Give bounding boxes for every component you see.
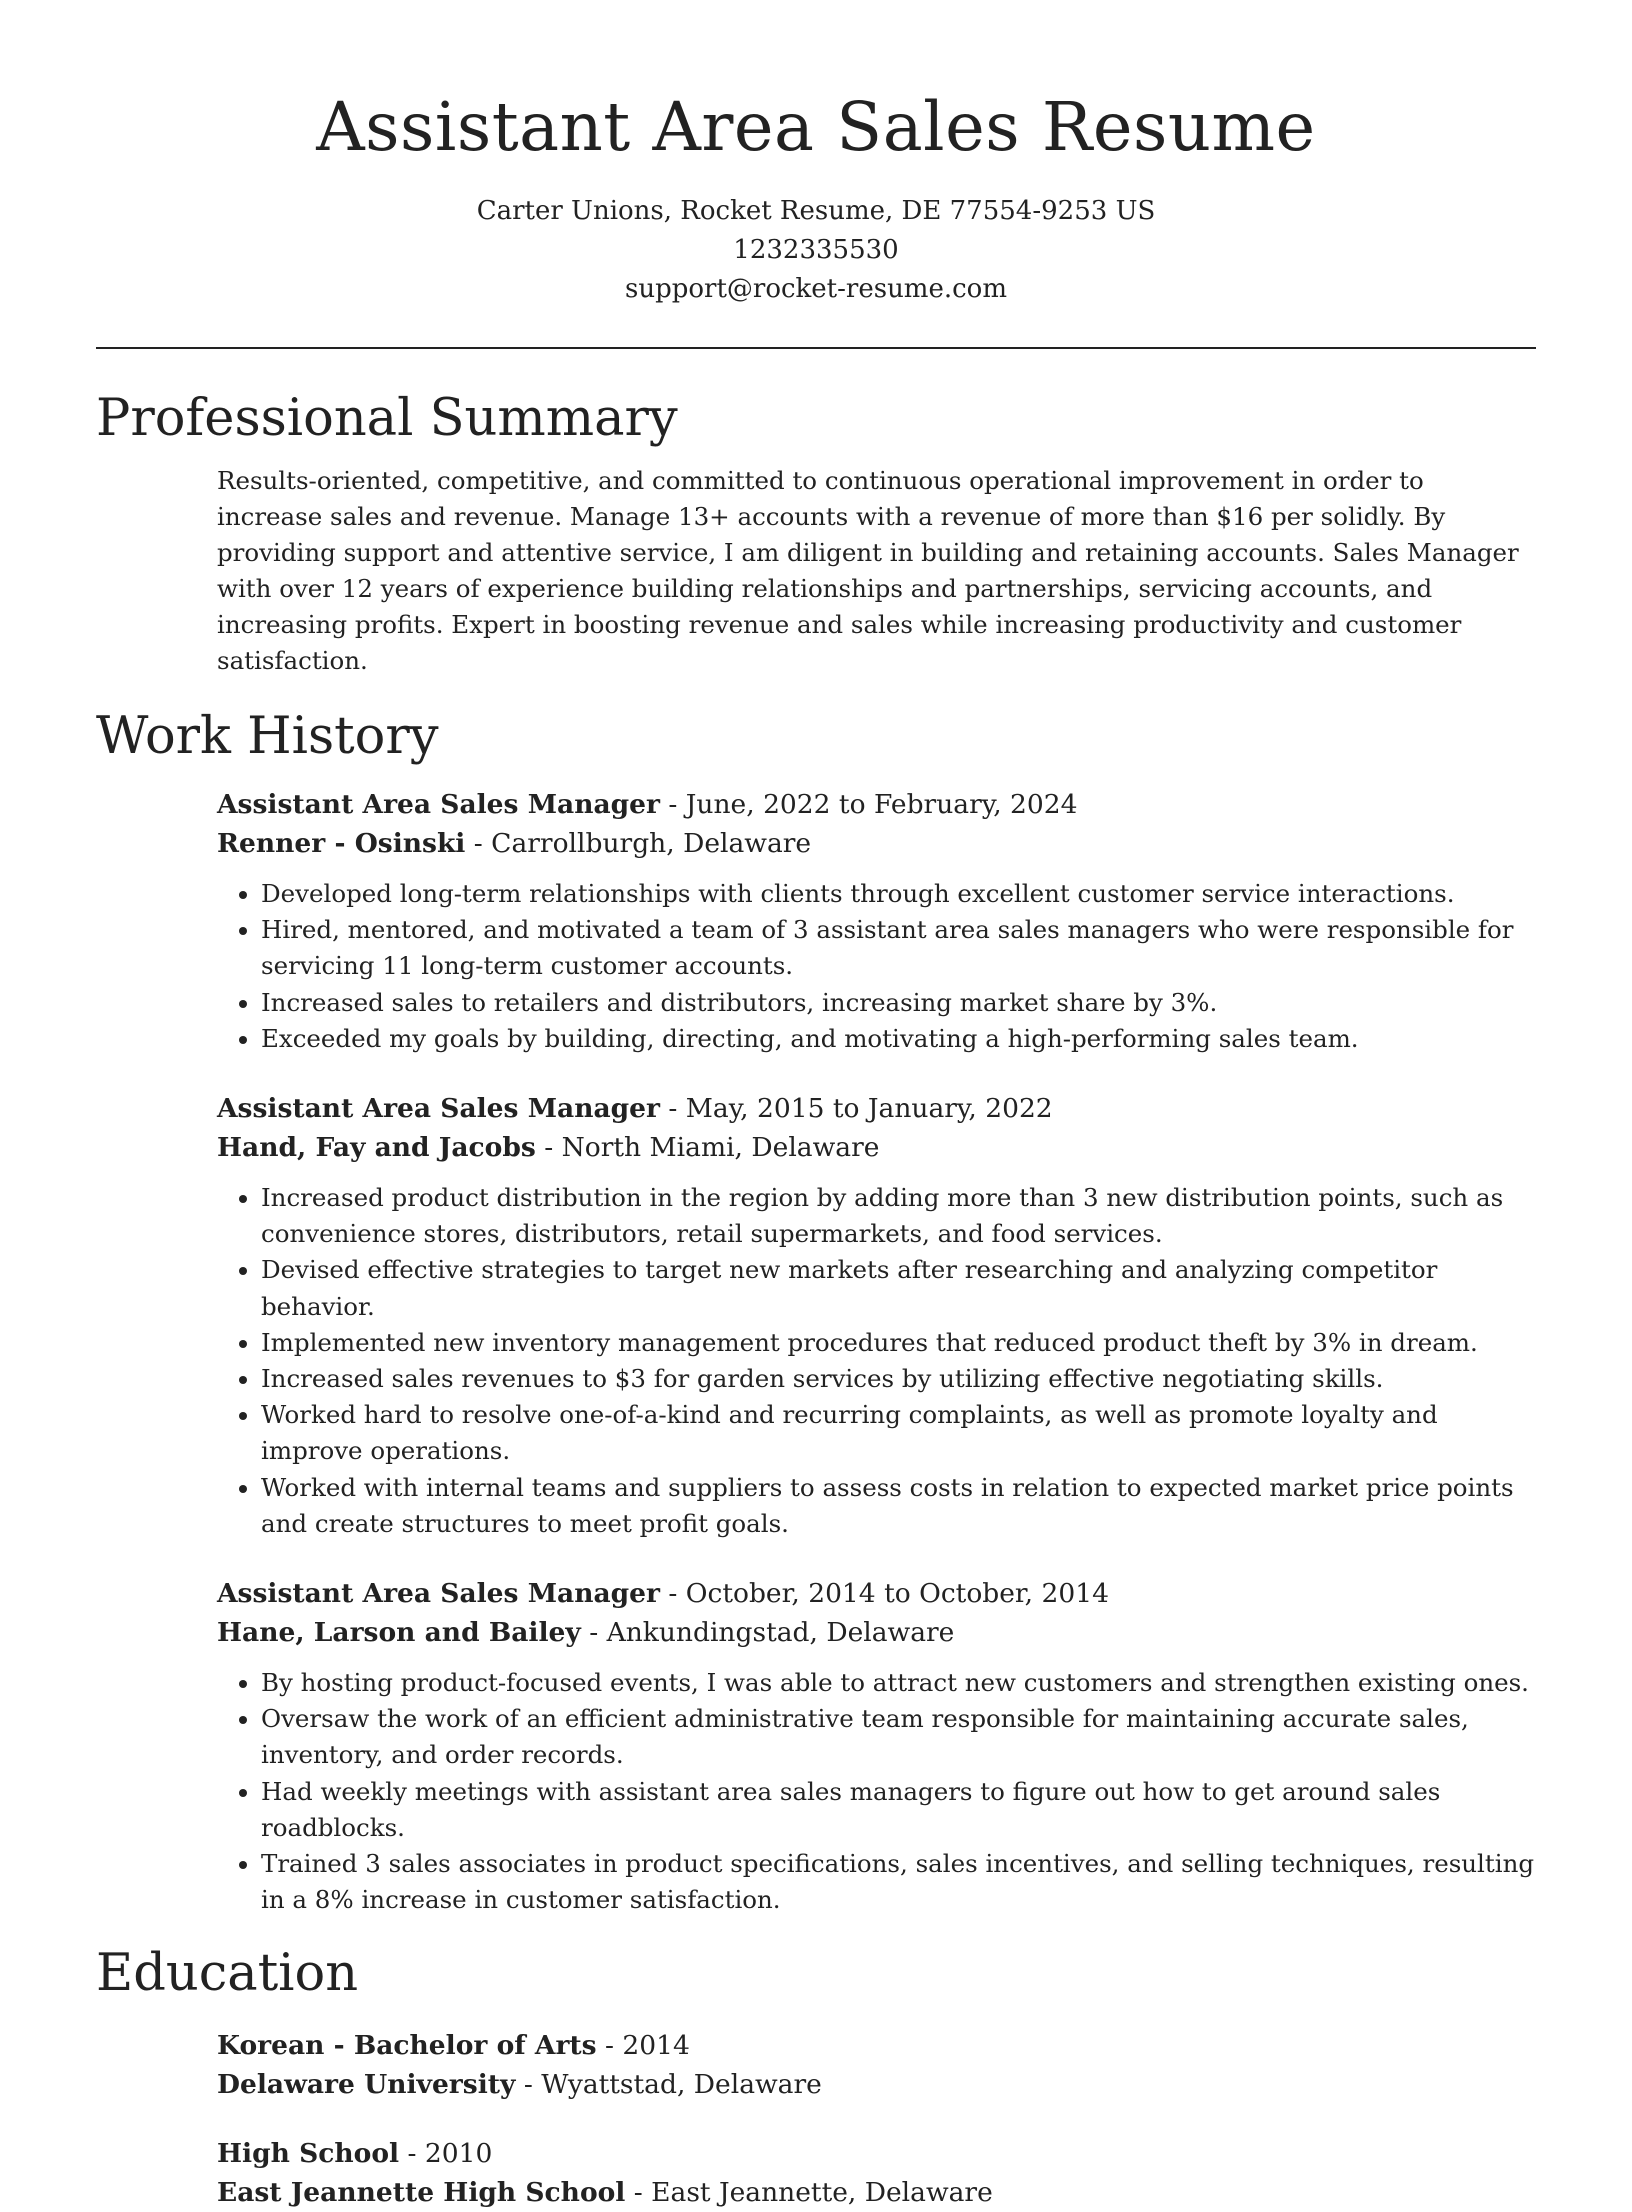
job-bullet: • By hosting product-focused events, I was able to attract new customers and strengthen existing ones. — [261, 1665, 1536, 1701]
job-dates: - May, 2015 to January, 2022 — [659, 1093, 1053, 1125]
job-company: Hand, Fay and Jacobs — [217, 1132, 536, 1164]
work-history-list — [96, 785, 1536, 1918]
job-bullet: • Hired, mentored, and motivated a team of 3 assistant area sales managers who were responsible for servicing 11 long-term customer accounts. — [261, 912, 1536, 984]
job-company-line — [217, 824, 1536, 863]
contact-email: support@rocket-resume.com — [624, 274, 1007, 304]
education-year: - 2014 — [596, 2030, 690, 2062]
education-entry — [217, 2134, 1536, 2212]
job-bullet: • Devised effective strategies to target new markets after researching and analyzing competitor behavior. — [261, 1252, 1536, 1324]
contact-phone: 1232335530 — [733, 235, 899, 265]
contact-block — [96, 192, 1536, 309]
job-company-line — [217, 1128, 1536, 1167]
summary-heading: Professional Summary — [96, 389, 678, 448]
job-role-line — [217, 785, 1536, 824]
job-bullet: • Increased product distribution in the region by adding more than 3 new distribution points, such as convenience stores, distributors, retail supermarkets, and food services. — [261, 1180, 1536, 1252]
job-bullet: • Worked with internal teams and suppliers to assess costs in relation to expected market price points and create structures to meet profit goals. — [261, 1470, 1536, 1542]
job-location: - Ankundingstad, Delaware — [580, 1617, 955, 1649]
education-school-line — [217, 2065, 1536, 2104]
work-history-heading: Work History — [96, 707, 439, 766]
education-year: - 2010 — [399, 2138, 493, 2170]
job-bullet: • Developed long-term relationships with clients through excellent customer service interactions. — [261, 876, 1536, 912]
job-location: - Carrollburgh, Delaware — [465, 828, 812, 859]
summary-paragraph: Results-oriented, competitive, and committed to continuous operational improvement in order to increase sales and revenue. Manage 13+ accounts with a revenue of more than $16 per solidly. By providing support and attentive service, I am diligent in building and retaining accounts. Sales Manager with over 12 years of experience building relationships and partnerships, servicing accounts, and increasing profits. Expert in boosting revenue and sales while increasing productivity and customer satisfaction. — [217, 466, 1519, 675]
education-degree: High School — [217, 2138, 400, 2170]
education-degree-line — [217, 2026, 1536, 2065]
job-role: Assistant Area Sales Manager — [217, 789, 660, 820]
resume-title: Assistant Area Sales Resume — [316, 88, 1316, 166]
education-degree: Korean - Bachelor of Arts — [217, 2030, 597, 2062]
education-degree-line — [217, 2134, 1536, 2173]
job-bullet: • Oversaw the work of an efficient administrative team responsible for maintaining accurate sales, inventory, and order records. — [261, 1701, 1536, 1773]
education-school-line — [217, 2173, 1536, 2212]
job-bullet-list — [217, 1665, 1536, 1918]
job-role: Assistant Area Sales Manager — [217, 1093, 660, 1125]
job-dates: - June, 2022 to February, 2024 — [659, 789, 1078, 820]
job-bullet: • Worked hard to resolve one-of-a-kind and recurring complaints, as well as promote loyalty and improve operations. — [261, 1397, 1536, 1469]
job-company: Hane, Larson and Bailey — [217, 1617, 581, 1649]
contact-address: Carter Unions, Rocket Resume, DE 77554-9253 US — [476, 196, 1156, 226]
job-bullet: • Increased sales to retailers and distributors, increasing market share by 3%. — [261, 985, 1536, 1021]
job-bullet-list — [217, 876, 1536, 1057]
job-entry — [217, 1089, 1536, 1542]
job-company-line — [217, 1613, 1536, 1652]
education-heading: Education — [96, 1944, 359, 2004]
job-role-line — [217, 1574, 1536, 1613]
education-location: - Wyattstad, Delaware — [515, 2069, 822, 2101]
job-bullet-list — [217, 1180, 1536, 1542]
job-location: - North Miami, Delaware — [535, 1132, 880, 1164]
resume-header — [96, 0, 1536, 309]
header-divider — [96, 347, 1536, 349]
job-bullet: • Exceeded my goals by building, directing, and motivating a high-performing sales team. — [261, 1021, 1536, 1057]
job-bullet: • Implemented new inventory management procedures that reduced product theft by 3% in dream. — [261, 1325, 1536, 1361]
job-role: Assistant Area Sales Manager — [217, 1578, 660, 1610]
education-school: East Jeannette High School — [217, 2177, 626, 2209]
education-list — [96, 2026, 1536, 2212]
education-location: - East Jeannette, Delaware — [625, 2177, 993, 2209]
education-entry — [217, 2026, 1536, 2104]
education-school: Delaware University — [217, 2069, 516, 2101]
job-bullet: • Trained 3 sales associates in product specifications, sales incentives, and selling techniques, resulting in a 8% increase in customer satisfaction. — [261, 1846, 1536, 1918]
job-entry — [217, 785, 1536, 1057]
job-company: Renner - Osinski — [217, 828, 466, 859]
job-bullet: • Had weekly meetings with assistant area sales managers to figure out how to get around sales roadblocks. — [261, 1774, 1536, 1846]
job-entry — [217, 1574, 1536, 1918]
job-dates: - October, 2014 to October, 2014 — [659, 1578, 1109, 1610]
job-role-line — [217, 1089, 1536, 1128]
job-bullet: • Increased sales revenues to $3 for garden services by utilizing effective negotiating skills. — [261, 1361, 1536, 1397]
